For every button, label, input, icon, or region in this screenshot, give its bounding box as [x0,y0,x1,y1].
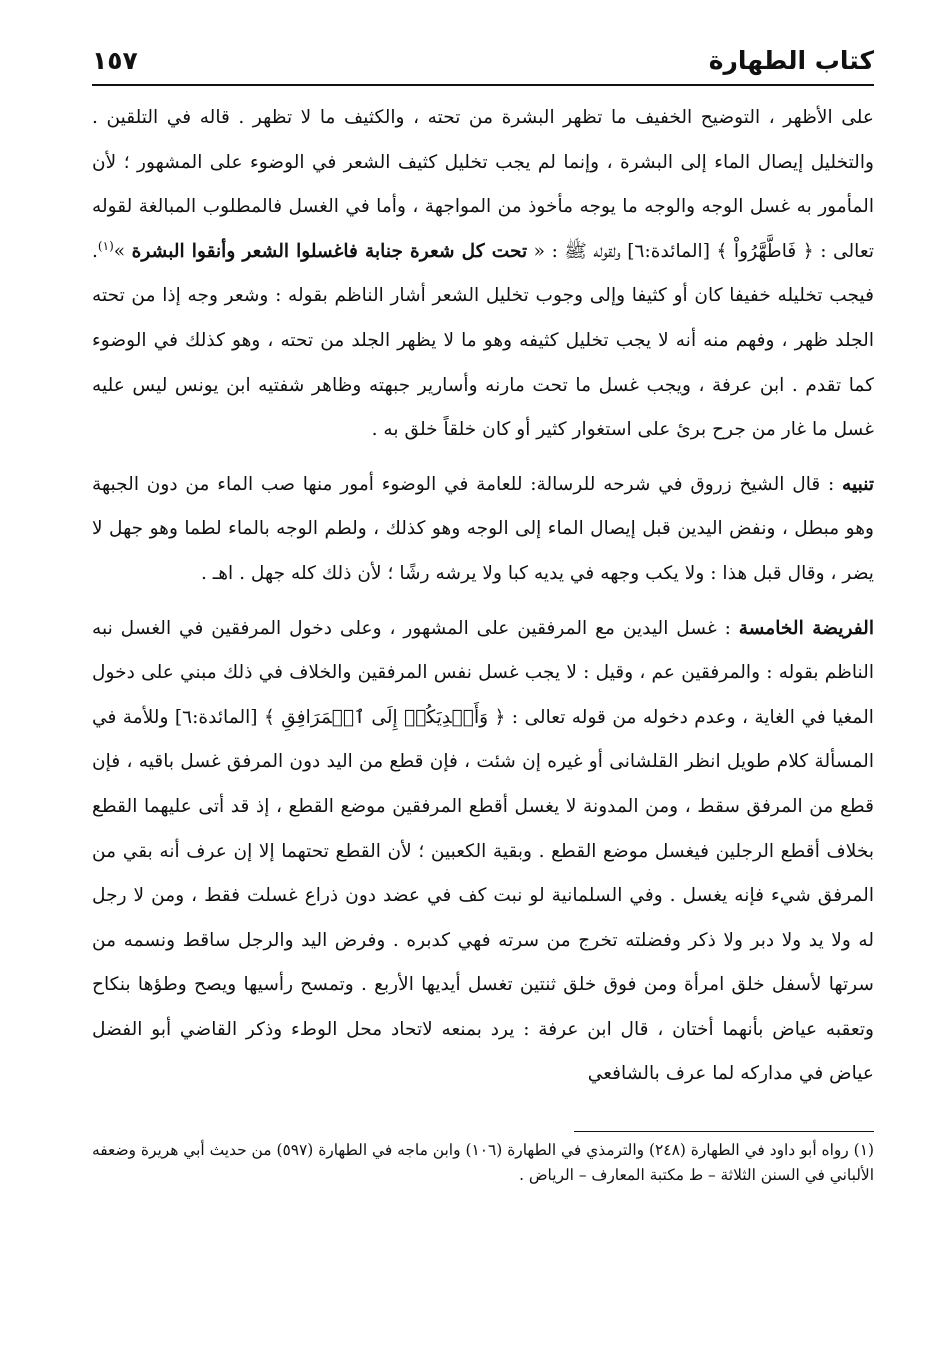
quote-close: » [113,240,132,262]
paragraph-text: . فيجب تخليله خفيفا كان أو كثيفا وإلى وجوب تخليل الشعر أشار الناظم بقوله : وشعر وجه إذا من تحته الجلد ظهر ، وفهم منه أنه لا يجب تخليل كثيفه وهو ما لا يظهر الجلد من تحته ، وهو كذلك في الوضوء كما تقدم . ابن عرفة ، ويجب غسل ما تحت مارنه وأسارير جبهته وظاهر شفتيه ابن يونس ليس عليه غسل ما غار من جرح برئ على استغوار كثير أو كان خلقاً خلق به . [92,240,874,441]
paragraph-2 [92,463,874,597]
footnote-divider [574,1131,874,1132]
footnote-marker: (١) [97,238,114,253]
running-title: كتاب الطهارة [708,46,874,75]
quran-verse: ﴿ فَاطَّهَّرُواْ ﴾ [716,240,814,262]
paragraph-text: على الأظهر ، التوضيح الخفيف ما تظهر البشرة من تحته ، والكثيف ما لا تظهر . قاله في التلقين . والتخليل إيصال الماء إلى البشرة ، وإنما لم يجب تخليل كثيف الشعر في الوضوء على المشهور ؛ لأن المأمور به غسل الوجه والوجه ما يوجه مأخوذ من المواجهة ، وأما في الغسل فالمطلوب المبالغة لقوله تعالى : [92,107,874,262]
hadith-text: تحت كل شعرة جنابة فاغسلوا الشعر وأنقوا البشرة [131,240,528,262]
paragraph-1 [92,96,874,453]
book-page [92,40,874,1188]
paragraph-text: : غسل اليدين مع المرفقين على المشهور ، وعلى دخول المرفقين في الغسل نبه الناظم بقوله : والمرفقين عم ، وقيل : لا يجب غسل نفس المرفقين والخلاف في ذلك مبني على دخول المغيا في الغاية ، وعدم دخوله من قوله تعالى : [92,617,874,728]
page-header [92,40,874,86]
paragraph-3 [92,607,874,1098]
page-number: ١٥٧ [92,46,138,75]
footnote: (١) رواه أبو داود في الطهارة (٢٤٨) والترمذي في الطهارة (١٠٦) وابن ماجه في الطهارة (٥٩٧) من حديث أبي هريرة وضعفه الألباني في السنن الثلاثة – ط مكتبة المعارف – الرياض . [92,1141,874,1185]
paragraph-lead: الفريضة الخامسة [738,617,874,639]
verse-reference: [المائدة:٦] ولقوله ﷺ : « [527,240,717,262]
paragraph-text: [المائدة:٦] وللأمة في المسألة كلام طويل انظر القلشانى أو غيره إن شئت ، فإن قطع من اليد دون المرفق غسل باقيه ، فإن قطع من المرفق سقط ، ومن المدونة لا يغسل أقطع المرفقين موضع القطع ، إذ قد أتى عليهما القطع بخلاف أقطع الرجلين فيغسل موضع القطع . وبقية الكعبين ؛ لأن القطع تحتهما إلا إن عرف أنه بقي من المرفق شيء فإنه يغسل . وفي السلمانية لو نبت كف في عضد دون ذراع غسلت فقط ، ومن لا رجل له ولا يد ولا دبر ولا ذكر وفضلته تخرج من سرته فهي كدبره . وفرض اليد والرجل ساقط ونسمه من سرتها لأسفل خلق امرأة ومن فوق خلق ثنتين تغسل أيديها الأربع . وتمسح رأسيها ويصح وطؤها بنكاح وتعقبه عياض بأنهما أختان ، قال ابن عرفة : يرد بمنعه لاتحاد محل الوطء وذكر القاضي أبو الفضل عياض في مداركه لما عرف بالشافعي [92,706,874,1085]
quran-verse: ﴿ وَأَيۡدِيَكُمۡ إِلَى ٱلۡمَرَافِقِ ﴾ [263,706,506,728]
paragraph-lead: تنبيه [842,473,874,495]
body-text [92,96,874,1097]
paragraph-text: : قال الشيخ زروق في شرحه للرسالة: للعامة في الوضوء أمور منها صب الماء من دون الجبهة وهو مبطل ، ونفض اليدين قبل إيصال الماء إلى الوجه وهو كذلك ، ولطم الوجه بالماء لطما وهو جهل لا يضر ، وقال قبل هذا : ولا يكب وجهه في يديه كبا ولا يرشه رشًا ؛ لأن ذلك كله جهل . اهـ . [92,473,874,584]
